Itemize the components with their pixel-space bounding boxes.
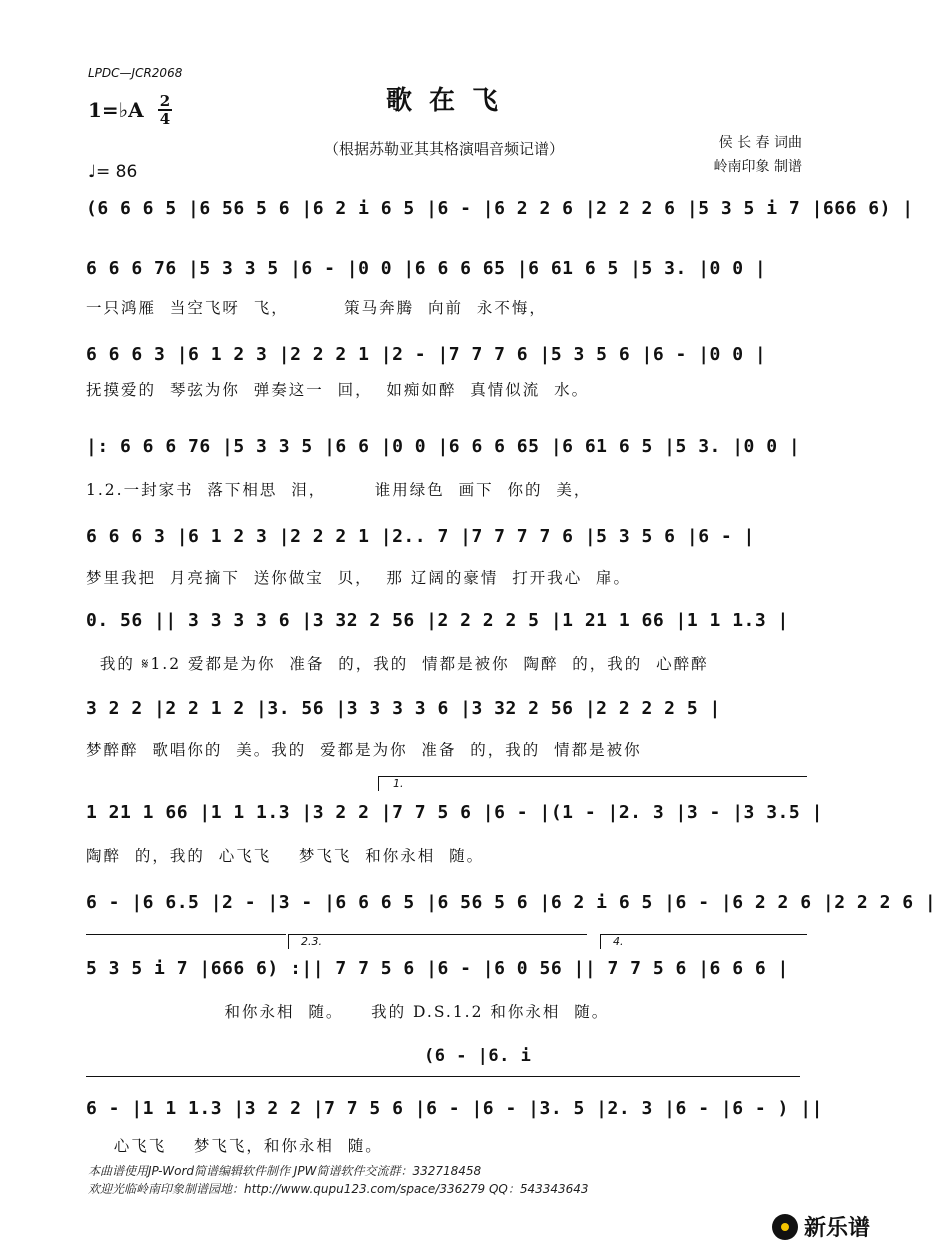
meter-top: 2 <box>159 92 171 110</box>
staff-line: 1 21 1 66 |1 1 1.3 |3 2 2 |7 7 5 6 |6 - |(1 - |2. 3 |3 - |3 3.5 | <box>86 802 823 823</box>
footer-line-2: 欢迎光临岭南印象制谱园地：http://www.qupu123.com/space/336279 QQ：543343643 <box>88 1182 589 1196</box>
staff-line: 6 6 6 76 |5 3 3 5 |6 - |0 0 |6 6 6 65 |6 61 6 5 |5 3. |0 0 | <box>86 258 767 279</box>
lyricist-composer: 侯 长 春 词曲 <box>718 135 802 151</box>
meter-bottom: 4 <box>159 110 171 128</box>
lyric-line: 一只鸿雁 当空飞呀 飞， 策马奔腾 向前 永不悔， <box>86 299 547 317</box>
volta-bracket-23 <box>288 934 587 949</box>
staff-line: |: 6 6 6 76 |5 3 3 5 |6 6 |0 0 |6 6 6 65 |6 61 6 5 |5 3. |0 0 | <box>86 436 801 457</box>
key-signature: 1=♭A <box>88 98 144 122</box>
lyric-line: 和你永相 随。 我的 D.S.1.2 和你永相 随。 <box>86 1003 610 1021</box>
lyric-line: 梦醉醉 歌唱你的 美。我的 爱都是为你 准备 的，我的 情都是被你 <box>86 741 642 759</box>
lyric-line: 心飞飞 梦飞飞，和你永相 随。 <box>86 1137 383 1155</box>
staff-line: 3 2 2 |2 2 1 2 |3. 56 |3 3 3 3 6 |3 32 2 56 |2 2 2 2 5 | <box>86 698 721 719</box>
staff-line: 6 - |6 6.5 |2 - |3 - |6 6 6 5 |6 56 5 6 |6 2 i 6 5 |6 - |6 2 2 6 |2 2 2 6 | <box>86 892 936 913</box>
lyric-line: 我的 𝄋1.2 爱都是为你 准备 的，我的 情都是被你 陶醉 的，我的 心醉醉 <box>86 655 709 673</box>
lyric-line: 梦里我把 月亮摘下 送你做宝 贝， 那 辽阔的豪情 打开我心 扉。 <box>86 569 632 587</box>
score-code: LPDC—JCR2068 <box>88 66 183 80</box>
staff-line: 6 6 6 3 |6 1 2 3 |2 2 2 1 |2.. 7 |7 7 7 7 6 |5 3 5 6 |6 - | <box>86 526 755 547</box>
volta-bracket-4 <box>600 934 807 949</box>
staff-line: 6 6 6 3 |6 1 2 3 |2 2 2 1 |2 - |7 7 7 6 |5 3 5 6 |6 - |0 0 | <box>86 344 767 365</box>
staff-line: 6 - |1 1 1.3 |3 2 2 |7 7 5 6 |6 - |6 - |3. 5 |2. 3 |6 - |6 - ) || <box>86 1098 823 1119</box>
lyric-line: 陶醉 的，我的 心飞飞 梦飞飞 和你永相 随。 <box>86 847 485 865</box>
staff-line: 0. 56 || 3 3 3 3 6 |3 32 2 56 |2 2 2 2 5 |1 21 1 66 |1 1 1.3 | <box>86 610 789 631</box>
song-title: 歌 在 飞 <box>385 86 503 116</box>
brand-name: 新乐谱 <box>803 1216 870 1241</box>
lyric-line: 1.2.一封家书 落下相思 泪， 谁用绿色 画下 你的 美， <box>86 481 592 499</box>
ossia-passage: (6 - |6. i <box>424 1046 532 1066</box>
lyric-line: 抚摸爱的 琴弦为你 弹奏这一 回， 如痴如醉 真情似流 水。 <box>86 381 590 399</box>
volta-label-4: 4. <box>613 935 624 948</box>
volta-bracket-1 <box>378 776 807 791</box>
arranger: 岭南印象 制谱 <box>713 159 802 175</box>
staff-line: 5 3 5 i 7 |666 6) :|| 7 7 5 6 |6 - |6 0 56 || 7 7 5 6 |6 6 6 | <box>86 958 789 979</box>
tempo-marking: ♩= 86 <box>88 162 138 182</box>
brand-logo <box>772 1211 870 1242</box>
volta-label-1: 1. <box>393 777 404 790</box>
footer-line-1: 本曲谱使用JP-Word简谱编辑软件制作 JPW简谱软件交流群：332718458 <box>88 1164 482 1178</box>
disc-icon <box>772 1214 798 1240</box>
staff-line: (6 6 6 5 |6 56 5 6 |6 2 i 6 5 |6 - |6 2 2 6 |2 2 2 6 |5 3 5 i 7 |666 6) | <box>86 198 914 219</box>
song-subtitle: （根据苏勒亚其其格演唱音频记谱） <box>323 140 564 158</box>
volta-label-23: 2.3. <box>301 935 322 948</box>
